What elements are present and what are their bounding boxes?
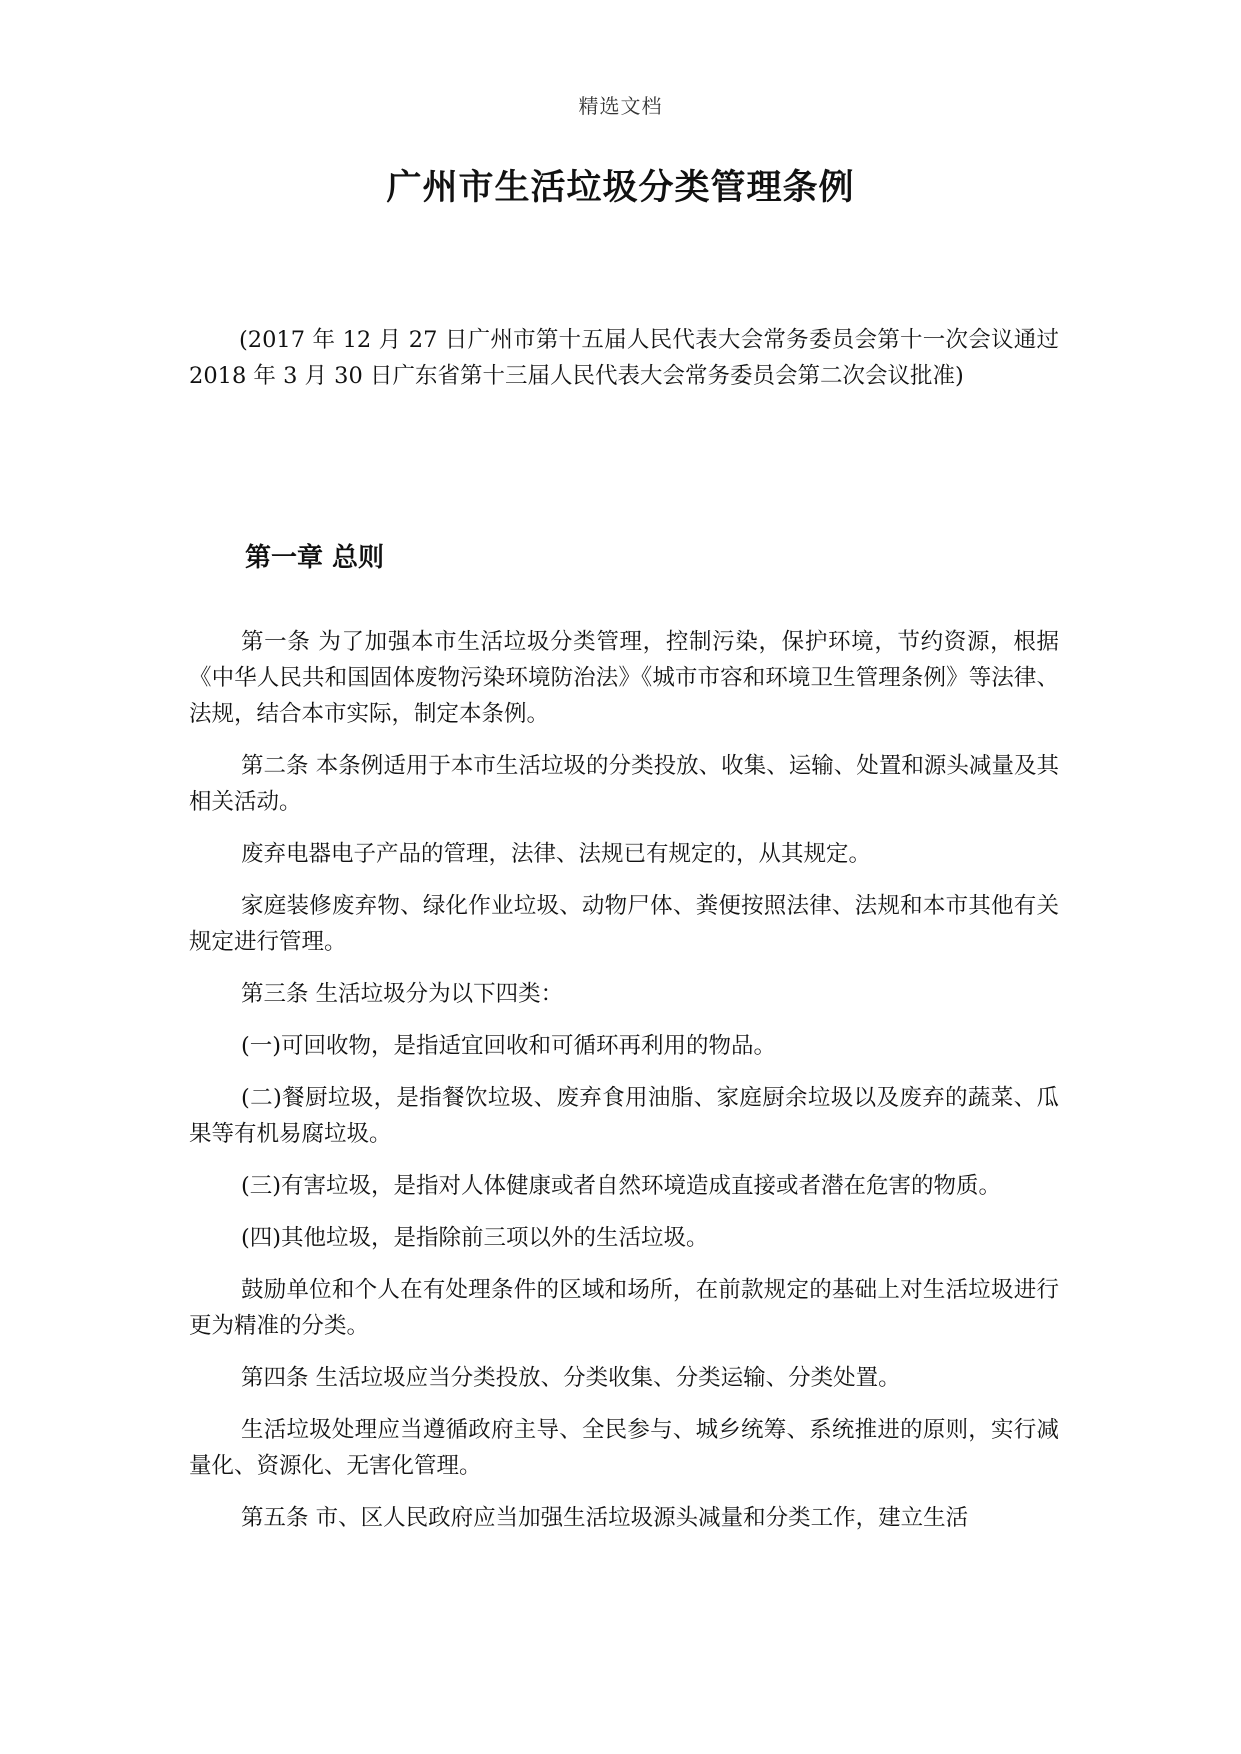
page-header: 精选文档: [578, 94, 663, 118]
adoption-note: (2017 年 12 月 27 日广州市第十五届人民代表大会常务委员会第十一次会议通过 2018 年 3 月 30 日广东省第十三届人民代表大会常务委员会第二次会议批准): [189, 327, 1059, 389]
list-item-kitchen-waste: (二)餐厨垃圾，是指餐饮垃圾、废弃食用油脂、家庭厨余垃圾以及废弃的蔬菜、瓜果等有机易腐垃圾。: [189, 1085, 1059, 1147]
paragraph-article-2: 第二条 本条例适用于本市生活垃圾的分类投放、收集、运输、处置和源头减量及其相关活动。: [189, 753, 1059, 815]
paragraph-article-1: 第一条 为了加强本市生活垃圾分类管理，控制污染，保护环境，节约资源，根据《中华人民共和国固体废物污染环境防治法》《城市市容和环境卫生管理条例》等法律、法规，结合本市实际，制定本条例。: [189, 629, 1059, 727]
paragraph: 家庭装修废弃物、绿化作业垃圾、动物尸体、粪便按照法律、法规和本市其他有关规定进行管理。: [189, 893, 1059, 955]
document-title: 广州市生活垃圾分类管理条例: [386, 167, 855, 208]
document-body: [189, 322, 1059, 1536]
paragraph: 废弃电器电子产品的管理，法律、法规已有规定的，从其规定。: [241, 841, 872, 867]
paragraph: 鼓励单位和个人在有处理条件的区域和场所，在前款规定的基础上对生活垃圾进行更为精准的分类。: [189, 1277, 1059, 1339]
chapter-heading: 第一章 总则: [245, 543, 385, 573]
list-item-hazardous-waste: (三)有害垃圾，是指对人体健康或者自然环境造成直接或者潜在危害的物质。: [241, 1173, 1002, 1199]
paragraph: 生活垃圾处理应当遵循政府主导、全民参与、城乡统筹、系统推进的原则，实行减量化、资源化、无害化管理。: [189, 1417, 1059, 1479]
list-item-recyclables: (一)可回收物，是指适宜回收和可循环再利用的物品。: [241, 1033, 777, 1059]
paragraph-article-3: 第三条 生活垃圾分为以下四类：: [241, 981, 564, 1007]
paragraph-article-5: 第五条 市、区人民政府应当加强生活垃圾源头减量和分类工作，建立生活: [241, 1505, 969, 1531]
list-item-other-waste: (四)其他垃圾，是指除前三项以外的生活垃圾。: [241, 1225, 709, 1251]
paragraph-article-4: 第四条 生活垃圾应当分类投放、分类收集、分类运输、分类处置。: [241, 1365, 901, 1391]
